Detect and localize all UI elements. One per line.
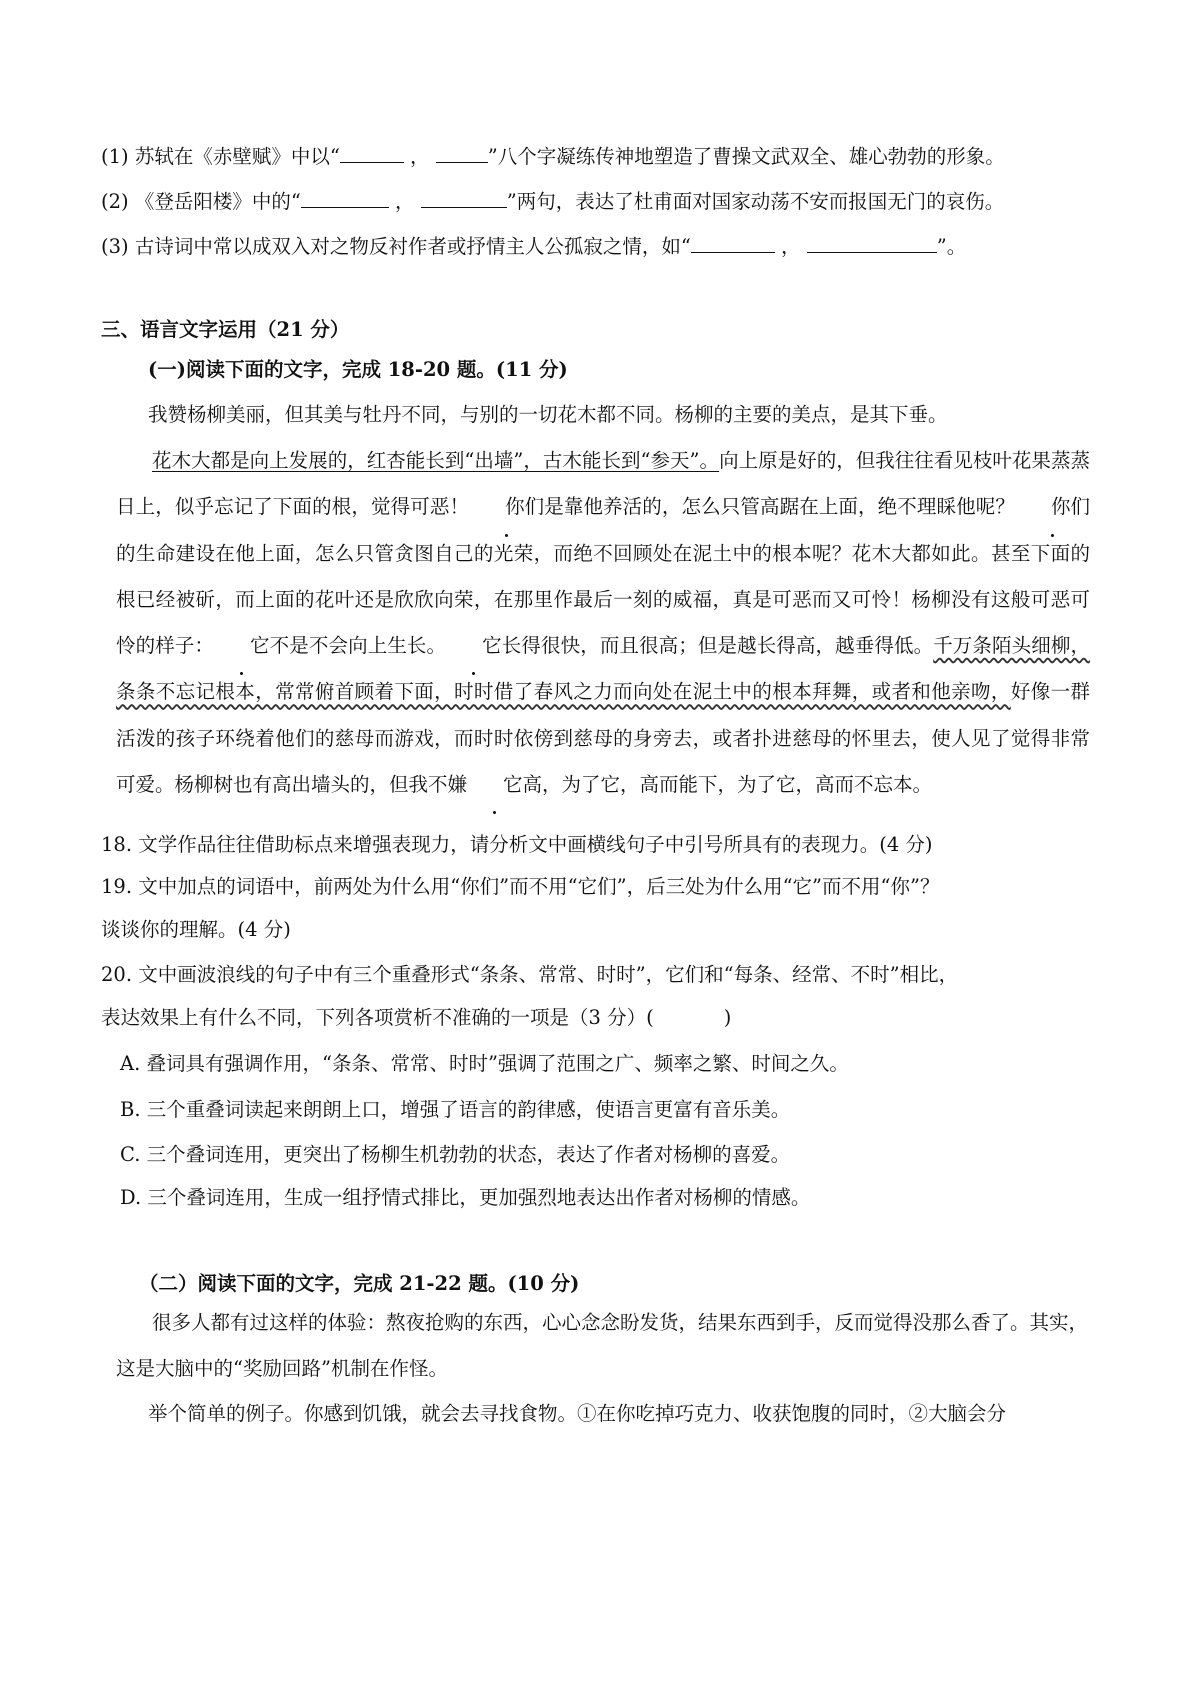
answer-blank[interactable] [301,189,389,208]
dotted-word: 它 [214,623,270,669]
fill-question-1: (1) 苏轼在《赤壁赋》中以“ ， ”八个字凝练传神地塑造了曹操文武双全、雄心勃勃的形象。 [101,145,1005,168]
answer-blank[interactable] [340,144,404,163]
option-c[interactable]: C. 三个叠词连用，更突出了杨柳生机勃勃的状态，表达了作者对杨柳的喜爱。 [120,1143,791,1166]
option-a[interactable]: A. 叠词具有强调作用，“条条、常常、时时”强调了范围之广、频率之繁、时间之久。 [120,1052,849,1075]
question-20-line-2: 表达效果上有什么不同，下列各项赏析不准确的一项是（3 分）( ) [101,1006,732,1029]
question-19-line-2: 谈谈你的理解。(4 分) [101,918,291,941]
question-18: 18. 文学作品往往借助标点来增强表现力，请分析文中画横线句子中引号所具有的表现力。(4 分) [101,833,933,856]
question-20-line-1: 20. 文中画波浪线的句子中有三个重叠形式“条条、常常、时时”，它们和“每条、经常、不时”相比， [101,963,959,986]
part2-paragraph-1: 很多人都有过这样的体验：熬夜抢购的东西，心心念念盼发货，结果东西到手，反而觉得没那么香了。其实，这是大脑中的“奖励回路”机制在作怪。 [116,1311,1089,1380]
answer-blank[interactable] [807,234,937,253]
fill-question-2: (2) 《登岳阳楼》中的“ ， ”两句，表达了杜甫面对国家动荡不安而报国无门的哀伤。 [101,190,1005,213]
dotted-word: 你们 [469,484,544,530]
answer-blank[interactable] [421,189,507,208]
answer-blank[interactable] [436,144,488,163]
option-b[interactable]: B. 三个重叠词读起来朗朗上口，增强了语言的韵律感，使语言更富有音乐美。 [120,1098,791,1121]
dotted-word: 它 [446,623,502,669]
option-d[interactable]: D. 三个叠词连用，生成一组抒情式排比，更加强烈地表达出作者对杨柳的情感。 [120,1186,811,1209]
part2-paragraph-2: 举个简单的例子。你感到饥饿，就会去寻找食物。①在你吃掉巧克力、收获饱腹的同时，②大脑会分 [148,1402,1007,1425]
fill-question-3: (3) 古诗词中常以成双入对之物反衬作者或抒情主人公孤寂之情，如“ ， ”。 [101,235,967,258]
section-title: 三、语言文字运用（21 分） [101,318,350,341]
answer-blank[interactable] [691,234,775,253]
passage-paragraph-1: 我赞杨柳美丽，但其美与牡丹不同，与别的一切花木都不同。杨柳的主要的美点，是其下垂。 [148,403,948,426]
dotted-word: 它 [467,762,523,808]
wavy-underlined-sentence: 千万条陌头细柳，条条不忘记根本，常常俯首顾着下面，时时借了春风之力而向处在泥土中的根本拜舞，或者和他亲吻， [116,634,1090,704]
passage-paragraph-2: 花木大都是向上发展的，红杏能长到“出墙”，古木能长到“参天”。向上原是好的，但我往往看见枝叶花果蒸蒸日上，似乎忘记了下面的根，觉得可恶！ 你们是靠他养活的，怎么只管高踞在上面，绝不理睬他呢？ 你们的生命建设在他上面，怎么只管贪图自己的光荣，而绝不回顾处在泥土中的根本呢？花木大都如此。甚至下面的根已经被斫，而上面的花叶还是欣欣向荣，在那里作最后一刻的威福，真是可恶而又可怜！杨柳没有这般可恶可怜的样子： 它不是不会向上生长。 它长得很快，而且很高；但是越长得高，越垂得低。千万条陌头细柳，条条不忘记根本，常常俯首顾着下面，时时借了春风之力而向处在泥土中的根本拜舞，或者和他亲吻，好像一群活泼的孩子环绕着他们的慈母而游戏，而时时依傍到慈母的身旁去，或者扑进慈母的怀里去，使人见了觉得非常可爱。杨柳树也有高出墙头的，但我不嫌 它高，为了它，高而能下，为了它，高而不忘本。 [116,438,1090,808]
dotted-word: 你们 [1015,484,1090,530]
part1-title: (一)阅读下面的文字，完成 18-20 题。(11 分) [148,358,568,381]
question-19-line-1: 19. 文中加点的词语中，前两处为什么用“你们”而不用“它们”，后三处为什么用“它”而不用“你”？ [101,875,940,898]
part2-title: （二）阅读下面的文字，完成 21-22 题。(10 分) [139,1272,580,1295]
underlined-sentence: 花木大都是向上发展的，红杏能长到“出墙”，古木能长到“参天”。 [152,449,720,472]
